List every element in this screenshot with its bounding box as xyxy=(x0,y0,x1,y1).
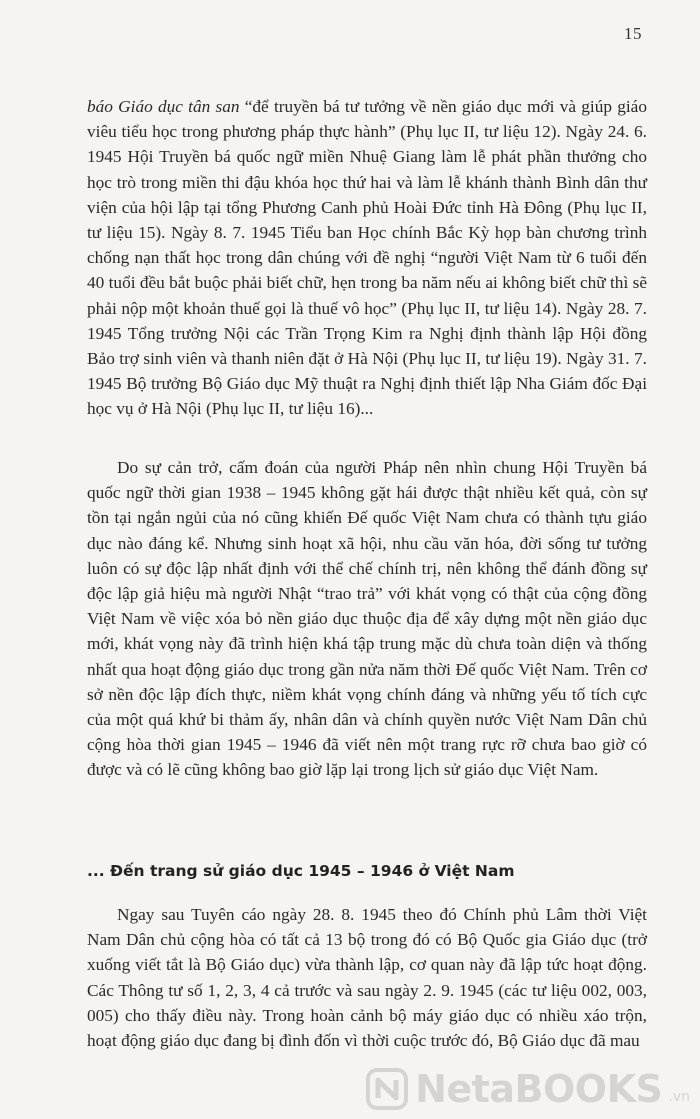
watermark-brand: NetaBOOKS xyxy=(415,1067,663,1111)
page-number: 15 xyxy=(624,24,642,43)
paragraph-1-text: “để truyền bá tư tưởng về nền giáo dục mới và giúp giáo viêu tiểu học trong phương pháp thực hành” (Phụ lục II, tư liệu 12). Ngày 24. 6. 1945 Hội Truyền bá quốc ngữ miền Nhuệ Giang làm lễ phát phần thưởng cho học trò trong miền thi đậu khóa học thứ hai và làm lễ khánh thành Bình dân thư viện của hội lập tại tổng Phương Canh phủ Hoài Đức tỉnh Hà Đông (Phụ lục II, tư liệu 15). Ngày 8. 7. 1945 Tiểu ban Học chính Bắc Kỳ họp bàn chương trình chống nạn thất học trong dân chúng với đề nghị “người Việt Nam từ 6 tuổi đến 40 tuổi đều bắt buộc phải biết chữ, hẹn trong ba năm nếu ai không biết chữ thì sẽ phải nộp một khoản thuế gọi là thuế vô học” (Phụ lục II, tư liệu 14). Ngày 28. 7. 1945 Tổng trưởng Nội các Trần Trọng Kim ra Nghị định thành lập Hội đồng Bảo trợ sinh viên và thanh niên đặt ở Hà Nội (Phụ lục II, tư liệu 19). Ngày 31. 7. 1945 Bộ trưởng Bộ Giáo dục Mỹ thuật ra Nghị định thiết lập Nha Giám đốc Đại học vụ ở Hà Nội (Phụ lục II, tư liệu 16)... xyxy=(87,97,647,419)
netabooks-logo-icon xyxy=(365,1067,409,1111)
paragraph-2: Do sự cản trở, cấm đoán của người Pháp nên nhìn chung Hội Truyền bá quốc ngữ thời gian 1938 – 1945 không gặt hái được thật nhiều kết quả, còn sự tồn tại ngắn ngủi của nó cũng khiến Đế quốc Việt Nam chưa có thành tựu giáo dục nào đáng kể. Nhưng sinh hoạt xã hội, nhu cầu văn hóa, đời sống tư tưởng luôn có sự độc lập nhất định với thể chế chính trị, nên không thể đánh đồng sự độc lập giả hiệu mà người Nhật “trao trả” với khát vọng có thật của cộng đồng Việt Nam về việc xóa bỏ nền giáo dục thuộc địa để xây dựng một nền giáo dục mới, khát vọng này đã trình hiện khá tập trung mặc dù chưa toàn diện và thống nhất qua hoạt động giáo dục trong gần nửa năm thời Đế quốc Việt Nam. Trên cơ sở nền độc lập đích thực, niềm khát vọng chính đáng và những yếu tố tích cực của một quá khứ bi thảm ấy, nhân dân và chính quyền nước Việt Nam Dân chủ cộng hòa thời gian 1945 – 1946 đã viết nên một trang rực rỡ chưa bao giờ có được và có lẽ cũng không bao giờ lặp lại trong lịch sử giáo dục Việt Nam. xyxy=(87,458,647,780)
paragraph-1-italic-title: báo Giáo dục tân san xyxy=(87,97,240,116)
paragraph-3: Ngay sau Tuyên cáo ngày 28. 8. 1945 theo đó Chính phủ Lâm thời Việt Nam Dân chủ cộng hòa có tất cả 13 bộ trong đó có Bộ Quốc gia Giáo dục (trở xuống viết tắt là Bộ Giáo dục) vừa thành lập, cơ quan này đã lập tức hoạt động. Các Thông tư số 1, 2, 3, 4 cả trước và sau ngày 2. 9. 1945 (các tư liệu 002, 003, 005) cho thấy điều này. Trong hoàn cảnh bộ máy giáo dục có nhiều xáo trộn, hoạt động giáo dục đang bị đình đốn vì thời cuộc trước đó, Bộ Giáo dục đã mau xyxy=(87,905,647,1051)
watermark xyxy=(365,1067,690,1111)
section-heading: ... Đến trang sử giáo dục 1945 – 1946 ở Việt Nam xyxy=(87,862,515,880)
watermark-suffix: .vn xyxy=(668,1089,690,1105)
paragraph-1 xyxy=(87,94,647,422)
